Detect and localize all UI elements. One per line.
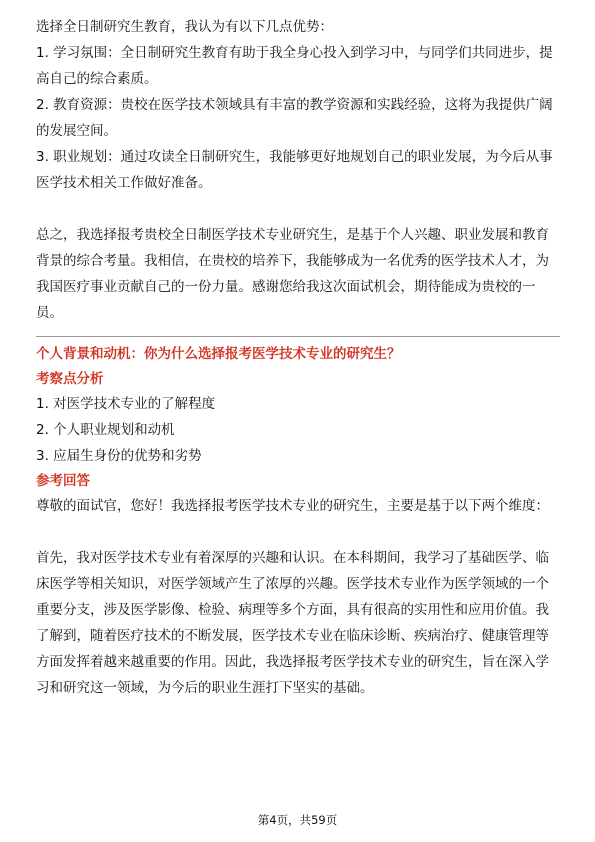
- question-heading: 个人背景和动机：你为什么选择报考医学技术专业的研究生？: [36, 346, 401, 362]
- answer-paragraph: 首先，我对医学技术专业有着深厚的兴趣和认识。在本科期间，我学习了基础医学、临床医学等相关知识，对医学领域产生了浓厚的兴趣。医学技术专业作为医学领域的一个重要分支，涉及医学影像、检验、病理等多个方面，具有很高的实用性和应用价值。我了解到，随着医疗技术的不断发展，医学技术专业在临床诊断、疾病治疗、健康管理等方面发挥着越来越重要的作用。因此，我选择报考医学技术专业的研究生，旨在深入学习和研究这一领域，为今后的职业生涯打下坚实的基础。: [36, 550, 549, 696]
- analysis-point-1: 1. 对医学技术专业的了解程度: [36, 396, 216, 412]
- analysis-point-2: 2. 个人职业规划和动机: [36, 422, 175, 438]
- intro-lead: 选择全日制研究生教育，我认为有以下几点优势：: [36, 19, 333, 35]
- paragraph-gap: [36, 519, 560, 545]
- intro-point-2: 2. 教育资源：贵校在医学技术领域具有丰富的教学资源和实践经验，这将为我提供广阔的发展空间。: [36, 97, 553, 139]
- answer-opening: 尊敬的面试官，您好！我选择报考医学技术专业的研究生，主要是基于以下两个维度：: [36, 498, 549, 514]
- intro-point-1: 1. 学习氛围：全日制研究生教育有助于我全身心投入到学习中，与同学们共同进步，提高自己的综合素质。: [36, 45, 553, 87]
- section-divider: [36, 336, 560, 337]
- answer-heading: 参考回答: [36, 473, 90, 489]
- page-number: 第4页，共59页: [257, 813, 338, 827]
- document-page: [36, 14, 560, 701]
- intro-conclusion: 总之，我选择报考贵校全日制医学技术专业研究生，是基于个人兴趣、职业发展和教育背景的综合考量。我相信，在贵校的培养下，我能够成为一名优秀的医学技术人才，为我国医疗事业贡献自己的一份力量。感谢您给我这次面试机会，期待能成为贵校的一员。: [36, 227, 549, 321]
- intro-point-3: 3. 职业规划：通过攻读全日制研究生，我能够更好地规划自己的职业发展，为今后从事医学技术相关工作做好准备。: [36, 149, 553, 191]
- paragraph-gap: [36, 196, 560, 222]
- analysis-point-3: 3. 应届生身份的优势和劣势: [36, 448, 202, 464]
- analysis-heading: 考察点分析: [36, 371, 104, 387]
